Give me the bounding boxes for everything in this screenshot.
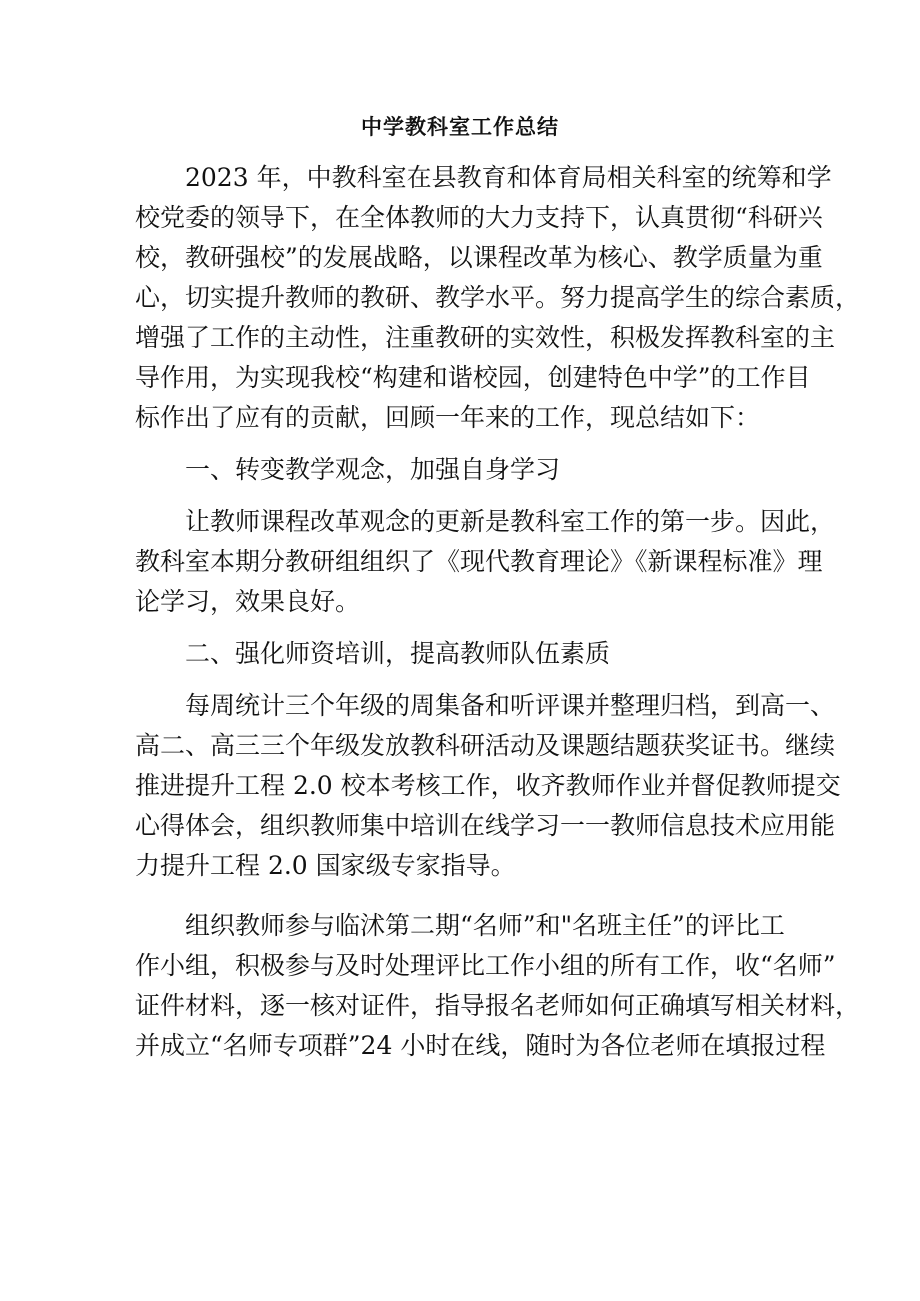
text-line: 力提升工程 2.0 国家级专家指导。	[135, 851, 516, 880]
section-heading-2	[135, 634, 795, 674]
text-line: 论学习，效果良好。	[135, 587, 361, 616]
heading-line: 一、转变教学观念，加强自身学习	[185, 455, 561, 484]
text-line: 校，教研强校”的发展战略，以课程改革为核心、教学质量为重	[135, 243, 823, 272]
document-title: 中学教科室工作总结	[361, 115, 559, 139]
text-line: 导作用，为实现我校“构建和谐校园，创建特色中学”的工作目	[135, 363, 811, 392]
heading-line: 二、强化师资培训，提高教师队伍素质	[185, 639, 611, 668]
text-line: 证件材料，逐一核对证件，指导报名老师如何正确填写相关材料，	[135, 991, 861, 1020]
text-line: 2023 年，中教科室在县教育和体育局相关科室的统筹和学	[185, 163, 832, 192]
paragraph-training	[135, 686, 841, 886]
paragraph-evaluation	[135, 906, 861, 1066]
text-line: 让教师课程改革观念的更新是教科室工作的第一步。因此，	[185, 507, 836, 536]
text-line: 推进提升工程 2.0 校本考核工作，收齐教师作业并督促教师提交	[135, 771, 841, 800]
text-line: 校党委的领导下，在全体教师的大力支持下，认真贯彻“科研兴	[135, 203, 823, 232]
text-line: 标作出了应有的贡献，回顾一年来的工作，现总结如下：	[135, 403, 761, 432]
text-line: 每周统计三个年级的周集备和听评课并整理归档，到高一、	[185, 691, 836, 720]
paragraph-intro	[135, 158, 861, 438]
text-line: 教科室本期分教研组组织了《现代教育理论》《新课程标准》理	[135, 547, 823, 576]
section-heading-1	[135, 450, 795, 490]
text-line: 心得体会，组织教师集中培训在线学习一一教师信息技术应用能	[135, 811, 836, 840]
text-line: 作小组，积极参与及时处理评比工作小组的所有工作，收“名师”	[135, 951, 836, 980]
document-body	[135, 158, 861, 1066]
text-line: 并成立“名师专项群”24 小时在线，随时为各位老师在填报过程	[135, 1031, 826, 1060]
text-line: 高二、高三三个年级发放教科研活动及课题结题获奖证书。继续	[135, 731, 836, 760]
text-line: 组织教师参与临沭第二期“名师”和"名班主任”的评比工	[185, 911, 785, 940]
text-line: 增强了工作的主动性，注重教研的实效性，积极发挥教科室的主	[135, 323, 836, 352]
text-line: 心，切实提升教师的教研、教学水平。努力提高学生的综合素质，	[135, 283, 861, 312]
paragraph-learning	[135, 502, 836, 622]
